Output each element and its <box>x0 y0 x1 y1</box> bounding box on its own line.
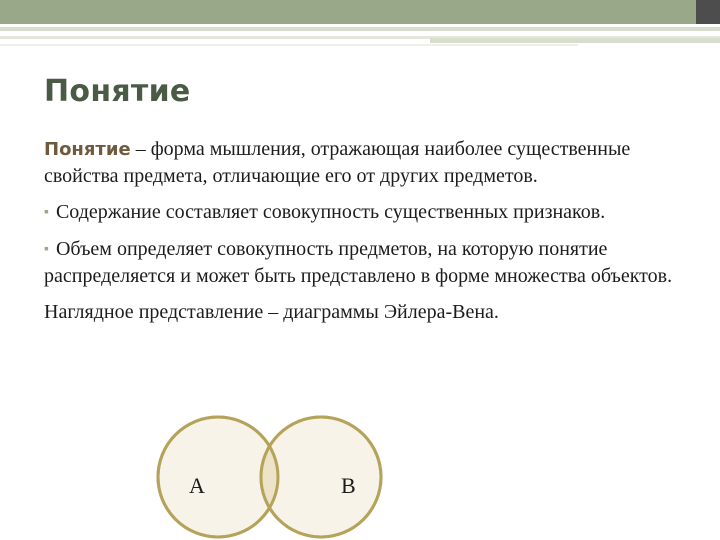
decor-stripe <box>0 27 720 31</box>
definition-text: – форма мышления, отражающая наиболее существенные свойства предмета, отличающие его от других предметов. <box>44 138 631 187</box>
bullet-text: Содержание составляет совокупность существенных признаков. <box>55 201 606 223</box>
top-accent-bar <box>0 0 720 24</box>
venn-label-b: В <box>341 473 356 498</box>
top-corner-block <box>696 0 720 24</box>
decor-stripe <box>430 38 720 43</box>
bullet-item <box>44 199 694 226</box>
decor-stripe <box>0 44 578 46</box>
definition-term: Понятие <box>44 139 131 160</box>
bullet-item <box>44 236 694 289</box>
visual-note: Наглядное представление – диаграммы Эйлера-Вена. <box>44 301 499 323</box>
venn-diagram <box>155 415 395 540</box>
bullet-text: Объем определяет совокупность предметов, на которую понятие распределяется и может быть представлено в форме множества объектов. <box>44 238 673 287</box>
bullet-icon: ▪ <box>44 205 49 220</box>
slide-title: Понятие <box>44 74 191 109</box>
venn-label-a: А <box>189 473 205 498</box>
bullet-icon: ▪ <box>44 242 49 257</box>
definition-paragraph <box>44 136 694 189</box>
slide-body <box>44 136 694 335</box>
